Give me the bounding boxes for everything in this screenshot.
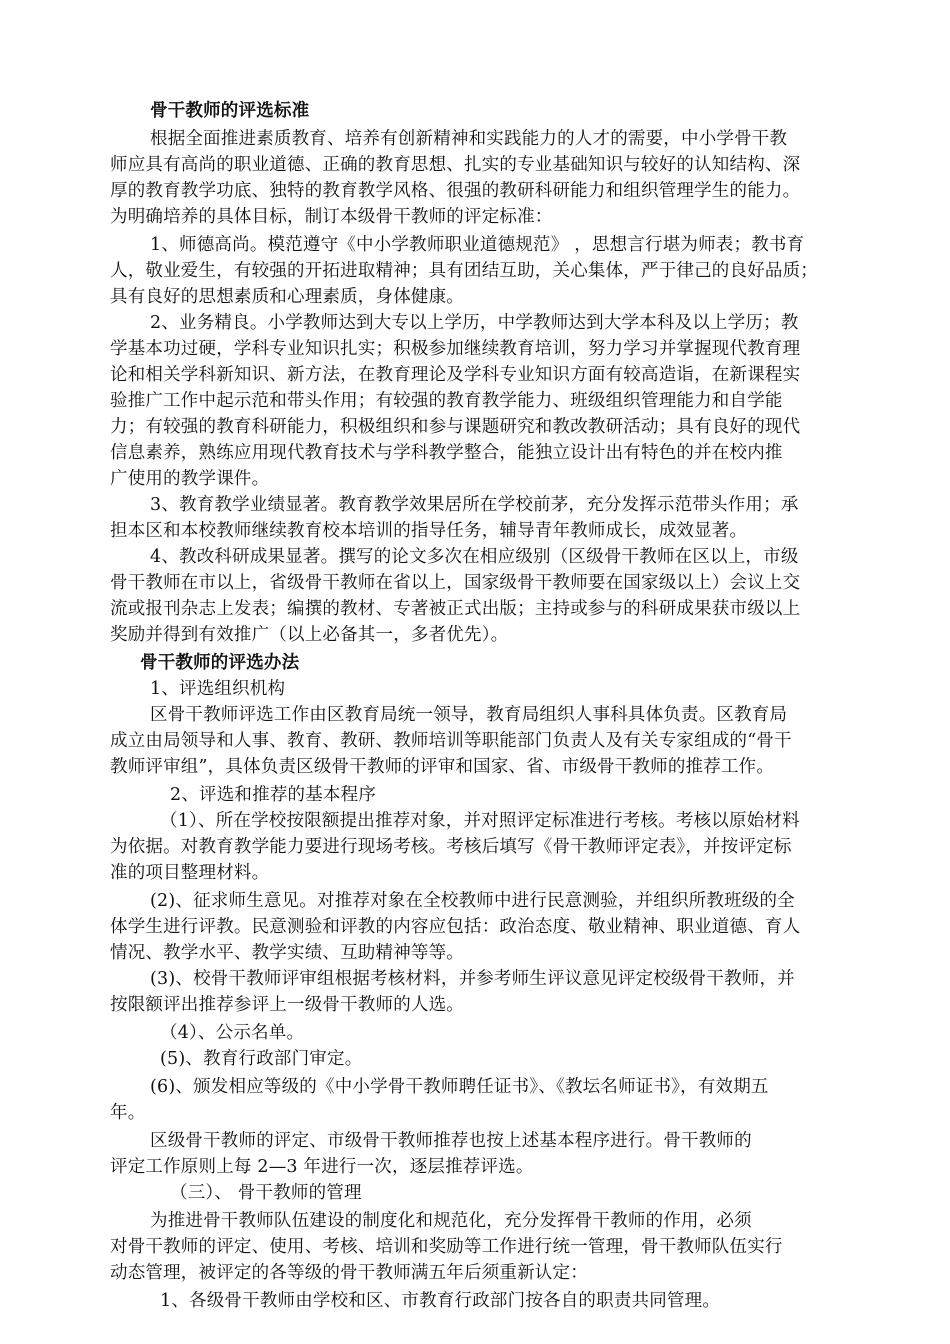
text-line: 区骨干教师评选工作由区教育局统一领导，教育局组织人事科具体负责。区教育局 — [150, 705, 788, 725]
text-line: 3、教育教学业绩显著。教育教学效果居所在学校前茅，充分发挥示范带头作用；承 — [150, 495, 799, 515]
text-line: 力；有较强的教育科研能力，积极组织和参与课题研究和教改教研活动；具有良好的现代 — [110, 417, 801, 437]
text-line: 评定工作原则上每 2—3 年进行一次，逐层推荐评选。 — [110, 1157, 534, 1177]
text-line: 具有良好的思想素质和心理素质，身体健康。 — [110, 287, 464, 307]
text-line: （1）、所在学校按限额提出推荐对象，并对照评定标准进行考核。考核以原始材料 — [160, 811, 800, 831]
text-line: (3)、校骨干教师评审组根据考核材料，并参考师生评议意见评定校级骨干教师，并 — [150, 969, 795, 989]
text-line: 体学生进行评教。民意测验和评教的内容应包括：政治态度、敬业精神、职业道德、育人 — [110, 917, 801, 937]
text-line: 论和相关学科新知识、新方法，在教育理论及学科专业知识方面有较高造诣，在新课程实 — [110, 365, 801, 385]
section-heading-selection-criteria: 骨干教师的评选标准 — [150, 101, 310, 121]
text-line: 验推广工作中起示范和带头作用；有较强的教育教学能力、班级组织管理能力和自学能 — [110, 391, 783, 411]
text-line: 准的项目整理材料。 — [110, 863, 270, 883]
text-line: 2、业务精良。小学教师达到大专以上学历，中学教师达到大学本科及以上学历；教 — [150, 313, 799, 333]
text-line: 学基本功过硬，学科专业知识扎实；积极参加继续教育培训，努力学习并掌握现代教育理 — [110, 339, 801, 359]
text-line: 按限额评出推荐参评上一级骨干教师的人选。 — [110, 995, 464, 1015]
text-line: 区级骨干教师的评定、市级骨干教师推荐也按上述基本程序进行。骨干教师的 — [150, 1131, 752, 1151]
section-heading-selection-method: 骨干教师的评选办法 — [140, 653, 300, 673]
text-line: 教师评审组”，具体负责区级骨干教师的评审和国家、省、市级骨干教师的推荐工作。 — [110, 757, 775, 777]
text-line: 师应具有高尚的职业道德、正确的教育思想、扎实的专业基础知识与较好的认知结构、深 — [110, 155, 801, 175]
text-line: 骨干教师在市以上，省级骨干教师在省以上，国家级骨干教师要在国家级以上）会议上交 — [110, 573, 801, 593]
text-line: 2、评选和推荐的基本程序 — [170, 785, 377, 805]
text-line: (2)、征求师生意见。对推荐对象在全校教师中进行民意测验，并组织所教班级的全 — [150, 891, 795, 911]
text-line: 信息素养，熟练应用现代教育技术与学科教学整合，能独立设计出有特色的并在校内推 — [110, 443, 783, 463]
text-line: 情况、教学水平、教学实绩、互助精神等等。 — [110, 943, 464, 963]
text-line: (5)、教育行政部门审定。 — [160, 1049, 363, 1069]
text-line: 流或报刊杂志上发表；编撰的教材、专著被正式出版；主持或参与的科研成果获市级以上 — [110, 599, 801, 619]
text-line: 1、评选组织机构 — [150, 679, 286, 699]
text-line: 为依据。对教育教学能力要进行现场考核。考核后填写《骨干教师评定表》，并按评定标 — [110, 837, 792, 857]
section-heading-management: （三）、 骨干教师的管理 — [170, 1183, 362, 1203]
text-line: 根据全面推进素质教育、培养有创新精神和实践能力的人才的需要，中小学骨干教 — [150, 129, 788, 149]
text-line: 厚的教育教学功底、独特的教育教学风格、很强的教研科研能力和组织管理学生的能力。 — [110, 181, 801, 201]
text-line: 为推进骨干教师队伍建设的制度化和规范化，充分发挥骨干教师的作用，必须 — [150, 1211, 752, 1231]
text-line: 4、教改科研成果显著。撰写的论文多次在相应级别（区级骨干教师在区以上，市级 — [150, 547, 799, 567]
text-line: 奖励并得到有效推广（以上必备其一，多者优先）。 — [110, 625, 509, 645]
text-line: 担本区和本校教师继续教育校本培训的指导任务，辅导青年教师成长，成效显著。 — [110, 521, 748, 541]
text-line: 1、各级骨干教师由学校和区、市教育行政部门按各自的职责共同管理。 — [160, 1291, 721, 1311]
text-line: 对骨干教师的评定、使用、考核、培训和奖励等工作进行统一管理，骨干教师队伍实行 — [110, 1237, 783, 1257]
text-line: 广使用的教学课件。 — [110, 469, 270, 489]
text-line: 为明确培养的具体目标，制订本级骨干教师的评定标准： — [110, 207, 553, 227]
text-line: 人，敬业爱生，有较强的开拓进取精神；具有团结互助，关心集体，严于律己的良好品质； — [110, 261, 818, 281]
text-line: 年。 — [110, 1103, 146, 1123]
text-line: 1、师德高尚。模范遵守《中小学教师职业道德规范》 ，思想言行堪为师表；教书育 — [150, 235, 805, 255]
text-line: （4）、公示名单。 — [160, 1023, 305, 1043]
text-line: 动态管理，被评定的各等级的骨干教师满五年后须重新认定： — [110, 1263, 588, 1283]
text-line: (6)、颁发相应等级的《中小学骨干教师聘任证书》、《教坛名师证书》，有效期五 — [150, 1077, 769, 1097]
text-line: 成立由局领导和人事、教育、教研、教师培训等职能部门负责人及有关专家组成的“骨干 — [110, 731, 792, 751]
